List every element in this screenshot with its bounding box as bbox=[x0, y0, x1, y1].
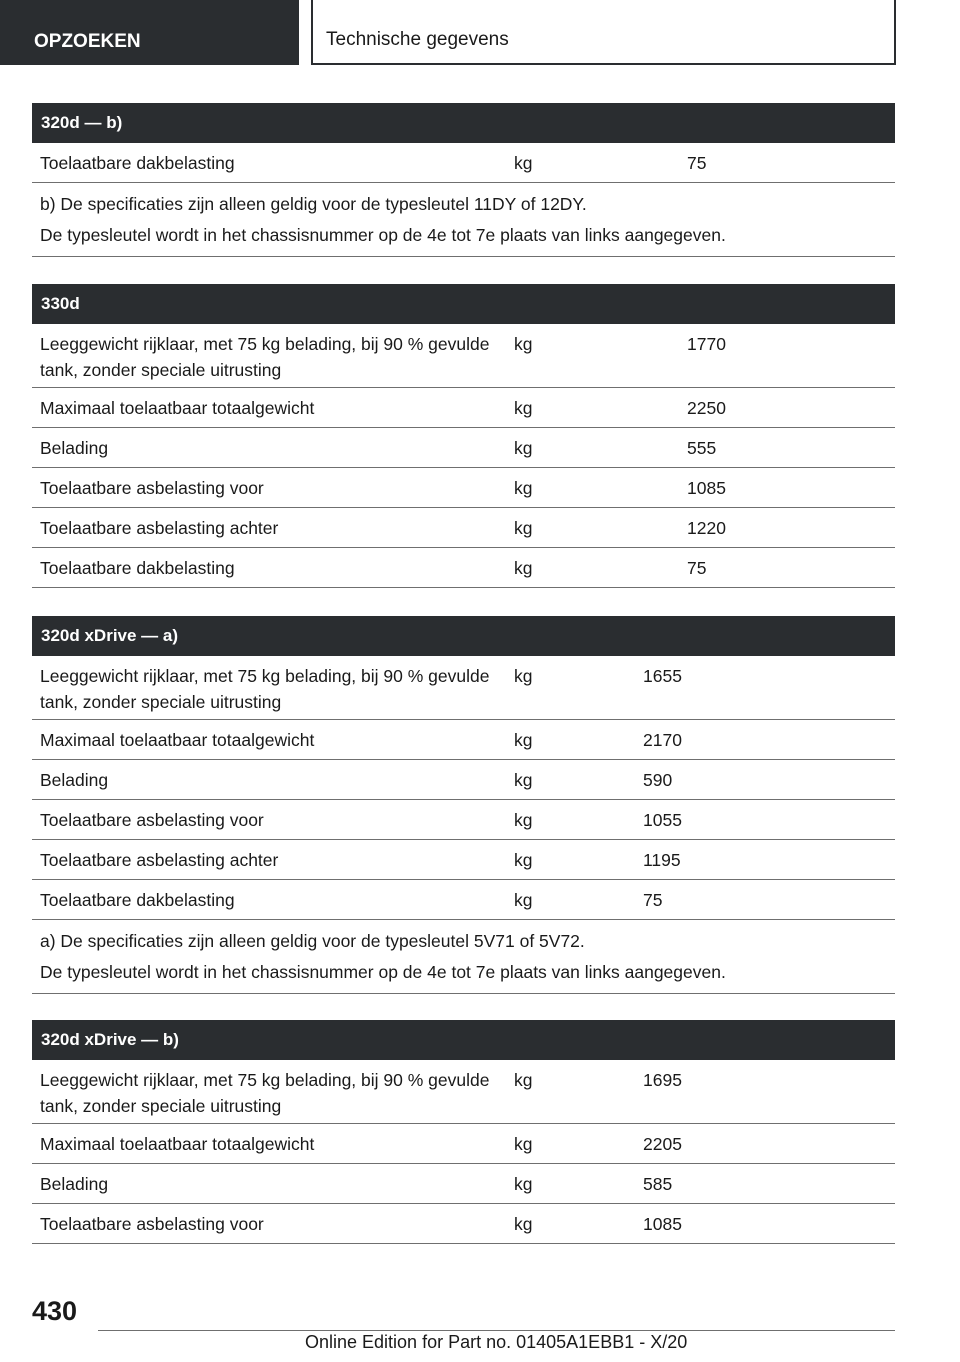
footnote-line: b) De specificaties zijn alleen geldig voor de typesleutel 11DY of 12DY. bbox=[40, 194, 587, 214]
row-value: 555 bbox=[687, 438, 717, 458]
edition-footer: Online Edition for Part no. 01405A1EBB1 - X/20 bbox=[305, 1332, 688, 1352]
row-value: 1220 bbox=[687, 518, 726, 538]
row-unit: kg bbox=[514, 730, 533, 750]
spec-table-330d bbox=[32, 284, 895, 588]
row-unit: kg bbox=[514, 850, 533, 870]
row-value: 1195 bbox=[643, 850, 681, 870]
table-row bbox=[32, 548, 895, 588]
row-label: Belading bbox=[40, 438, 109, 458]
table-row bbox=[32, 324, 895, 388]
row-label: Belading bbox=[40, 1174, 109, 1194]
table-row bbox=[32, 800, 895, 840]
section-tab-label: OPZOEKEN bbox=[34, 31, 141, 52]
row-unit: kg bbox=[514, 810, 533, 830]
row-unit: kg bbox=[514, 666, 533, 686]
table-footnote bbox=[32, 183, 895, 257]
row-value: 2205 bbox=[643, 1134, 682, 1154]
table-row bbox=[32, 1124, 895, 1164]
footnote-line: De typesleutel wordt in het chassisnummer op de 4e tot 7e plaats van links aangegeven. bbox=[40, 962, 726, 982]
row-unit: kg bbox=[514, 153, 533, 173]
row-label: Leeggewicht rijklaar, met 75 kg belading, bij 90 % gevulde tank, zonder speciale uitrusting bbox=[40, 666, 490, 712]
row-unit: kg bbox=[514, 478, 533, 498]
row-value: 2170 bbox=[643, 730, 682, 750]
row-unit: kg bbox=[514, 770, 533, 790]
row-label: Toelaatbare asbelasting voor bbox=[40, 810, 264, 830]
table-row bbox=[32, 880, 895, 920]
table-row bbox=[32, 760, 895, 800]
table-row bbox=[32, 840, 895, 880]
table-heading: 320d xDrive — a) bbox=[32, 616, 895, 656]
table-row bbox=[32, 428, 895, 468]
table-row bbox=[32, 1164, 895, 1204]
spec-table-320d-b bbox=[32, 103, 895, 257]
row-value: 1085 bbox=[643, 1214, 682, 1234]
table-heading: 320d xDrive — b) bbox=[32, 1020, 895, 1060]
row-value: 585 bbox=[643, 1174, 673, 1194]
table-footnote bbox=[32, 920, 895, 994]
row-label: Maximaal toelaatbaar totaalgewicht bbox=[40, 1134, 315, 1154]
table-row bbox=[32, 388, 895, 428]
page-number: 430 bbox=[32, 1296, 78, 1326]
row-label: Belading bbox=[40, 770, 109, 790]
table-row bbox=[32, 1204, 895, 1244]
row-unit: kg bbox=[514, 1214, 533, 1234]
row-value: 75 bbox=[687, 558, 707, 578]
page-title: Technische gegevens bbox=[326, 29, 509, 50]
row-unit: kg bbox=[514, 398, 533, 418]
row-label: Toelaatbare asbelasting voor bbox=[40, 1214, 264, 1234]
row-label: Toelaatbare dakbelasting bbox=[40, 153, 235, 173]
row-value: 1055 bbox=[643, 810, 682, 830]
row-label: Toelaatbare dakbelasting bbox=[40, 558, 235, 578]
row-value: 1770 bbox=[687, 334, 726, 354]
row-value: 75 bbox=[643, 890, 663, 910]
row-label: Maximaal toelaatbaar totaalgewicht bbox=[40, 398, 315, 418]
row-label: Toelaatbare asbelasting voor bbox=[40, 478, 264, 498]
footnote-line: a) De specificaties zijn alleen geldig voor de typesleutel 5V71 of 5V72. bbox=[40, 931, 585, 951]
row-unit: kg bbox=[514, 1070, 533, 1090]
spec-table-320d-xdrive-b bbox=[32, 1020, 895, 1244]
footnote-line: De typesleutel wordt in het chassisnummer op de 4e tot 7e plaats van links aangegeven. bbox=[40, 225, 726, 245]
table-row bbox=[32, 508, 895, 548]
table-row bbox=[32, 143, 895, 183]
row-value: 1655 bbox=[643, 666, 682, 686]
row-value: 2250 bbox=[687, 398, 726, 418]
table-row bbox=[32, 1060, 895, 1124]
row-unit: kg bbox=[514, 334, 533, 354]
row-label: Leeggewicht rijklaar, met 75 kg belading, bij 90 % gevulde tank, zonder speciale uitrusting bbox=[40, 1070, 490, 1116]
table-heading: 320d — b) bbox=[32, 103, 895, 143]
row-value: 1695 bbox=[643, 1070, 682, 1090]
row-unit: kg bbox=[514, 438, 533, 458]
table-row bbox=[32, 720, 895, 760]
section-tab bbox=[0, 0, 299, 65]
row-label: Toelaatbare dakbelasting bbox=[40, 890, 235, 910]
row-unit: kg bbox=[514, 1174, 533, 1194]
row-label: Leeggewicht rijklaar, met 75 kg belading, bij 90 % gevulde tank, zonder speciale uitrusting bbox=[40, 334, 490, 380]
table-row bbox=[32, 468, 895, 508]
row-unit: kg bbox=[514, 518, 533, 538]
row-label: Toelaatbare asbelasting achter bbox=[40, 850, 279, 870]
row-value: 75 bbox=[687, 153, 707, 173]
row-value: 590 bbox=[643, 770, 673, 790]
table-row bbox=[32, 656, 895, 720]
table-heading: 330d bbox=[32, 284, 895, 324]
row-label: Maximaal toelaatbaar totaalgewicht bbox=[40, 730, 315, 750]
row-unit: kg bbox=[514, 1134, 533, 1154]
row-unit: kg bbox=[514, 558, 533, 578]
row-label: Toelaatbare asbelasting achter bbox=[40, 518, 279, 538]
row-value: 1085 bbox=[687, 478, 726, 498]
row-unit: kg bbox=[514, 890, 533, 910]
spec-table-320d-xdrive-a bbox=[32, 616, 895, 994]
footer-divider bbox=[98, 1330, 895, 1331]
